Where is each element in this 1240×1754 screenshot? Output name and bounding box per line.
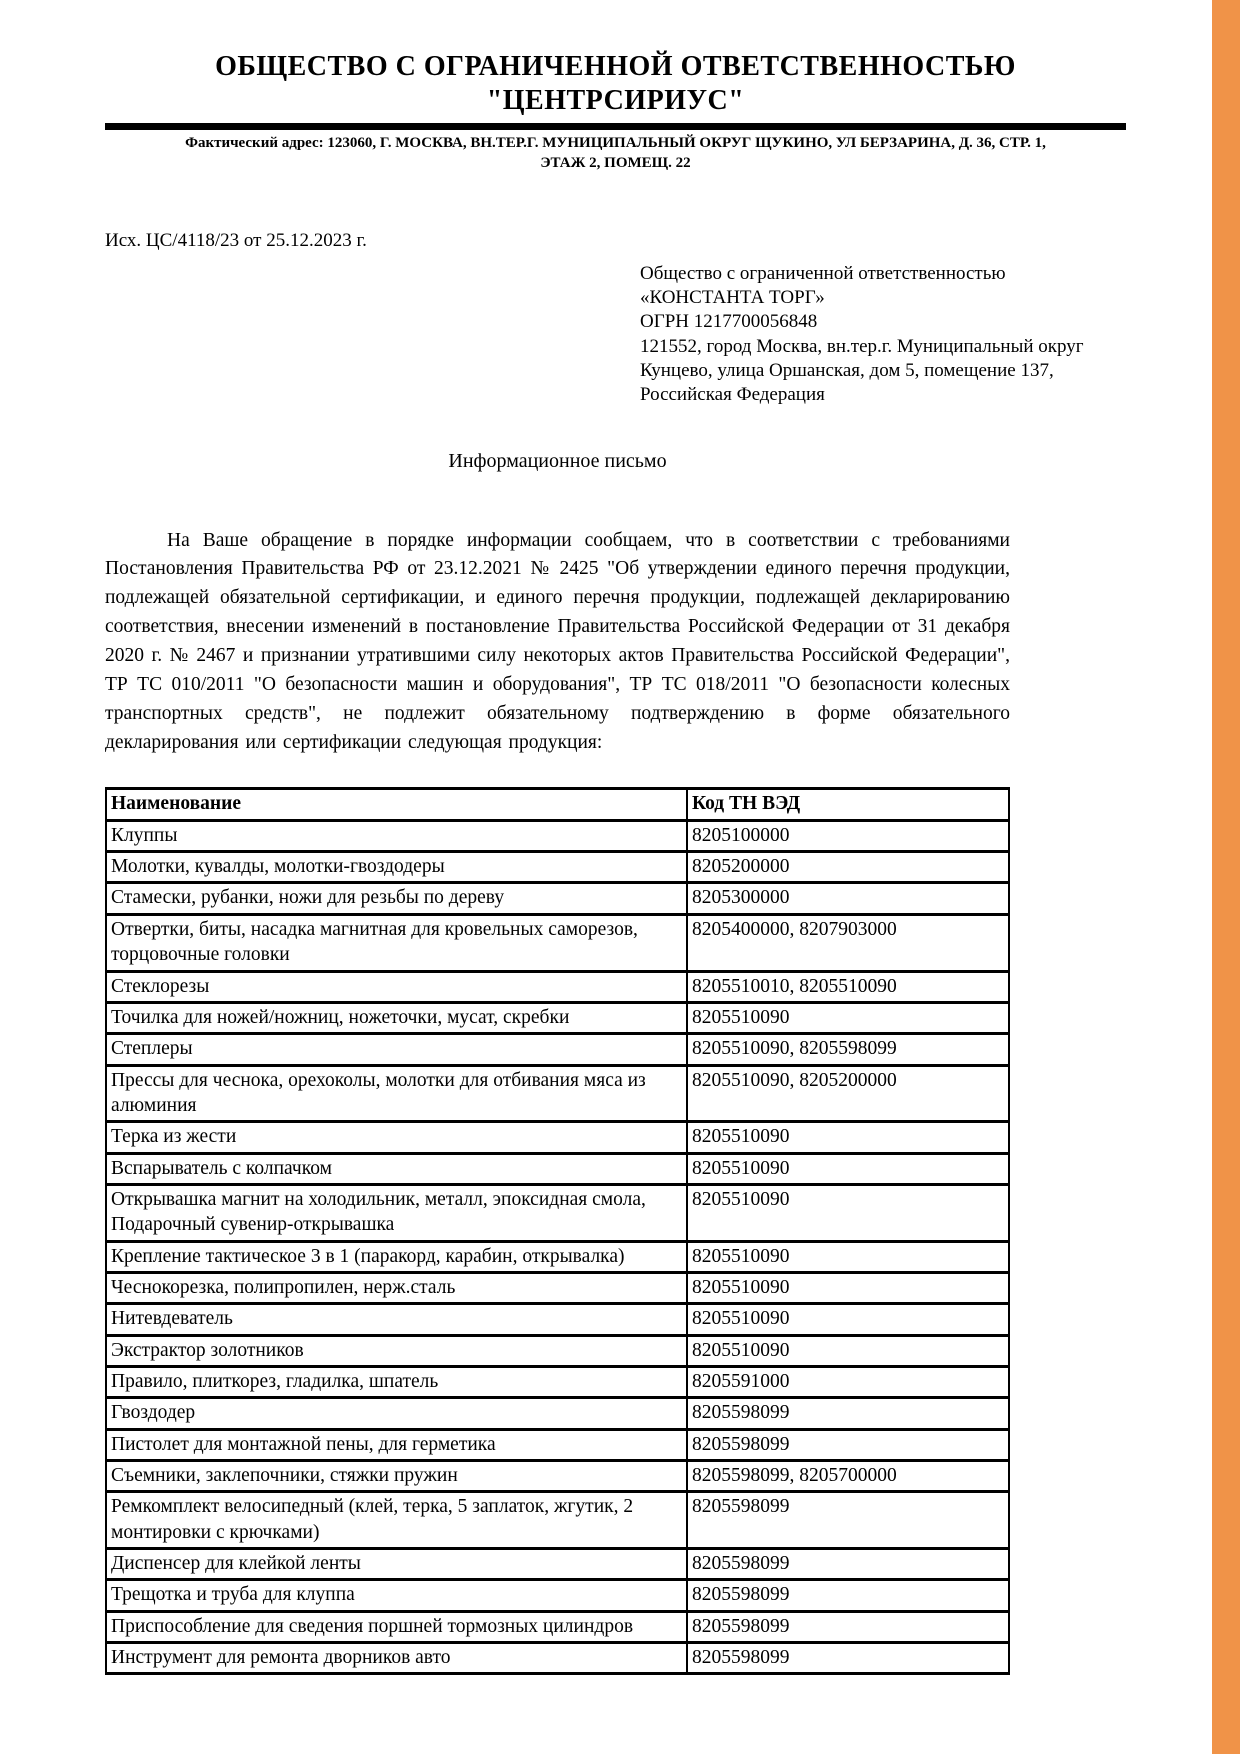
table-cell-name: Степлеры bbox=[106, 1034, 687, 1065]
table-row bbox=[106, 883, 1009, 914]
recipient-line: «КОНСТАНТА ТОРГ» bbox=[640, 287, 825, 308]
table-cell-code: 8205598099 bbox=[687, 1549, 1009, 1580]
table-row bbox=[106, 971, 1009, 1002]
table-cell-code: 8205591000 bbox=[687, 1366, 1009, 1397]
table-cell-name: Пистолет для монтажной пены, для герметика bbox=[106, 1429, 687, 1460]
recipient-line: Российская Федерация bbox=[640, 384, 825, 406]
table-cell-code: 8205598099 bbox=[687, 1643, 1009, 1674]
table-row bbox=[106, 1153, 1009, 1184]
table-cell-code: 8205200000 bbox=[687, 852, 1009, 883]
table-row bbox=[106, 1241, 1009, 1272]
letterhead-address-line1: Фактический адрес: 123060, Г. МОСКВА, ВН.ТЕР.Г. МУНИЦИПАЛЬНЫЙ ОКРУГ ЩУКИНО, УЛ БЕРЗАРИНА, Д. 36, СТР. 1, bbox=[185, 135, 1046, 152]
company-name-line1: ОБЩЕСТВО С ОГРАНИЧЕННОЙ ОТВЕТСТВЕННОСТЬЮ bbox=[215, 51, 1016, 82]
table-row bbox=[106, 1611, 1009, 1642]
table-cell-code: 8205510090 bbox=[687, 1184, 1009, 1241]
table-cell-code: 8205598099 bbox=[687, 1611, 1009, 1642]
recipient-line: Общество с ограниченной ответственностью bbox=[640, 262, 1006, 284]
table-cell-name: Крепление тактическое 3 в 1 (паракорд, карабин, открывалка) bbox=[106, 1241, 687, 1272]
table-cell-name: Точилка для ножей/ножниц, ножеточки, мусат, скребки bbox=[106, 1002, 687, 1033]
table-row bbox=[106, 1366, 1009, 1397]
table-cell-name: Ремкомплект велосипедный (клей, терка, 5 заплаток, жгутик, 2 монтировки с крючками) bbox=[106, 1492, 687, 1549]
table-cell-code: 8205510090, 8205200000 bbox=[687, 1065, 1009, 1122]
table-row bbox=[106, 1184, 1009, 1241]
table-row bbox=[106, 1429, 1009, 1460]
table-cell-code: 8205510090 bbox=[687, 1304, 1009, 1335]
table-row bbox=[106, 1272, 1009, 1303]
company-name bbox=[105, 50, 1126, 117]
table-cell-name: Открывашка магнит на холодильник, металл, эпоксидная смола, Подарочный сувенир-открывашка bbox=[106, 1184, 687, 1241]
table-row bbox=[106, 1461, 1009, 1492]
table-row bbox=[106, 1643, 1009, 1674]
table-row bbox=[106, 914, 1009, 971]
body-paragraph: На Ваше обращение в порядке информации сообщаем, что в соответствии с требованиями Постановления Правительства РФ от 23.12.2021 № 2425 "Об утверждении единого перечня продукции, подлежащей обязательной сертификации, и единого перечня продукции, подлежащей декларированию соответствия, внесении изменений в постановление Правительства Российской Федерации от 31 декабря 2020 г. № 2467 и признании утратившими силу некоторых актов Правительства Российской Федерации", ТР ТС 010/2011 "О безопасности машин и оборудования", ТР ТС 018/2011 "О безопасности колесных транспортных средств", не подлежит обязательному подтверждению в форме обязательного декларирования или сертификации следующая продукция: bbox=[105, 529, 1010, 753]
table-row bbox=[106, 1002, 1009, 1033]
table-header-name: Наименование bbox=[106, 789, 687, 820]
table-cell-name: Стеклорезы bbox=[106, 971, 687, 1002]
table-row bbox=[106, 1398, 1009, 1429]
table-cell-code: 8205100000 bbox=[687, 820, 1009, 851]
table-cell-name: Экстрактор золотников bbox=[106, 1335, 687, 1366]
table-row bbox=[106, 820, 1009, 851]
letter-title: Информационное письмо bbox=[448, 449, 667, 472]
table-cell-name: Молотки, кувалды, молотки-гвоздодеры bbox=[106, 852, 687, 883]
letterhead-address-line2: ЭТАЖ 2, ПОМЕЩ. 22 bbox=[540, 155, 691, 172]
table-cell-code: 8205510010, 8205510090 bbox=[687, 971, 1009, 1002]
table-cell-name: Клуппы bbox=[106, 820, 687, 851]
recipient-block bbox=[640, 262, 1100, 408]
recipient-line: Кунцево, улица Оршанская, дом 5, помещение 137, bbox=[640, 359, 1054, 381]
letter-page bbox=[105, 0, 1084, 1675]
table-cell-code: 8205510090 bbox=[687, 1335, 1009, 1366]
page-accent-bar bbox=[1212, 0, 1240, 1754]
table-cell-code: 8205510090 bbox=[687, 1241, 1009, 1272]
table-row bbox=[106, 852, 1009, 883]
recipient-line: ОГРН 1217700056848 bbox=[640, 311, 818, 333]
table-cell-code: 8205598099, 8205700000 bbox=[687, 1461, 1009, 1492]
table-cell-code: 8205598099 bbox=[687, 1580, 1009, 1611]
table-row bbox=[106, 1549, 1009, 1580]
table-row bbox=[106, 1492, 1009, 1549]
table-cell-name: Диспенсер для клейкой ленты bbox=[106, 1549, 687, 1580]
table-cell-code: 8205598099 bbox=[687, 1398, 1009, 1429]
table-row bbox=[106, 1065, 1009, 1122]
table-cell-name: Съемники, заклепочники, стяжки пружин bbox=[106, 1461, 687, 1492]
table-cell-code: 8205510090 bbox=[687, 1122, 1009, 1153]
products-table bbox=[105, 787, 1010, 1675]
table-cell-name: Нитевдеватель bbox=[106, 1304, 687, 1335]
table-row bbox=[106, 1580, 1009, 1611]
table-row bbox=[106, 1304, 1009, 1335]
company-name-line2: "ЦЕНТРСИРИУС" bbox=[486, 84, 745, 116]
table-header-code: Код ТН ВЭД bbox=[687, 789, 1009, 820]
table-cell-name: Вспарыватель с колпачком bbox=[106, 1153, 687, 1184]
table-cell-name: Прессы для чеснока, орехоколы, молотки для отбивания мяса из алюминия bbox=[106, 1065, 687, 1122]
table-cell-name: Отвертки, биты, насадка магнитная для кровельных саморезов, торцовочные головки bbox=[106, 914, 687, 971]
table-row bbox=[106, 1122, 1009, 1153]
table-cell-name: Правило, плиткорез, гладилка, шпатель bbox=[106, 1366, 687, 1397]
reference-number: Исх. ЦС/4118/23 от 25.12.2023 г. bbox=[105, 229, 367, 251]
table-cell-code: 8205598099 bbox=[687, 1492, 1009, 1549]
table-cell-code: 8205510090 bbox=[687, 1272, 1009, 1303]
table-cell-code: 8205510090 bbox=[687, 1002, 1009, 1033]
table-cell-name: Трещотка и труба для клуппа bbox=[106, 1580, 687, 1611]
letterhead-divider bbox=[105, 123, 1126, 130]
table-cell-name: Приспособление для сведения поршней тормозных цилиндров bbox=[106, 1611, 687, 1642]
table-cell-code: 8205300000 bbox=[687, 883, 1009, 914]
table-cell-name: Инструмент для ремонта дворников авто bbox=[106, 1643, 687, 1674]
table-row bbox=[106, 1335, 1009, 1366]
recipient-line: 121552, город Москва, вн.тер.г. Муниципальный округ bbox=[640, 335, 1084, 357]
letterhead-address bbox=[105, 133, 1126, 174]
table-cell-name: Терка из жести bbox=[106, 1122, 687, 1153]
table-cell-name: Чеснокорезка, полипропилен, нерж.сталь bbox=[106, 1272, 687, 1303]
table-cell-name: Стамески, рубанки, ножи для резьбы по дереву bbox=[106, 883, 687, 914]
table-cell-code: 8205510090, 8205598099 bbox=[687, 1034, 1009, 1065]
table-row bbox=[106, 1034, 1009, 1065]
table-cell-name: Гвоздодер bbox=[106, 1398, 687, 1429]
table-cell-code: 8205598099 bbox=[687, 1429, 1009, 1460]
table-header-row bbox=[106, 789, 1009, 820]
letterhead bbox=[105, 50, 1126, 174]
table-cell-code: 8205400000, 8207903000 bbox=[687, 914, 1009, 971]
table-cell-code: 8205510090 bbox=[687, 1153, 1009, 1184]
